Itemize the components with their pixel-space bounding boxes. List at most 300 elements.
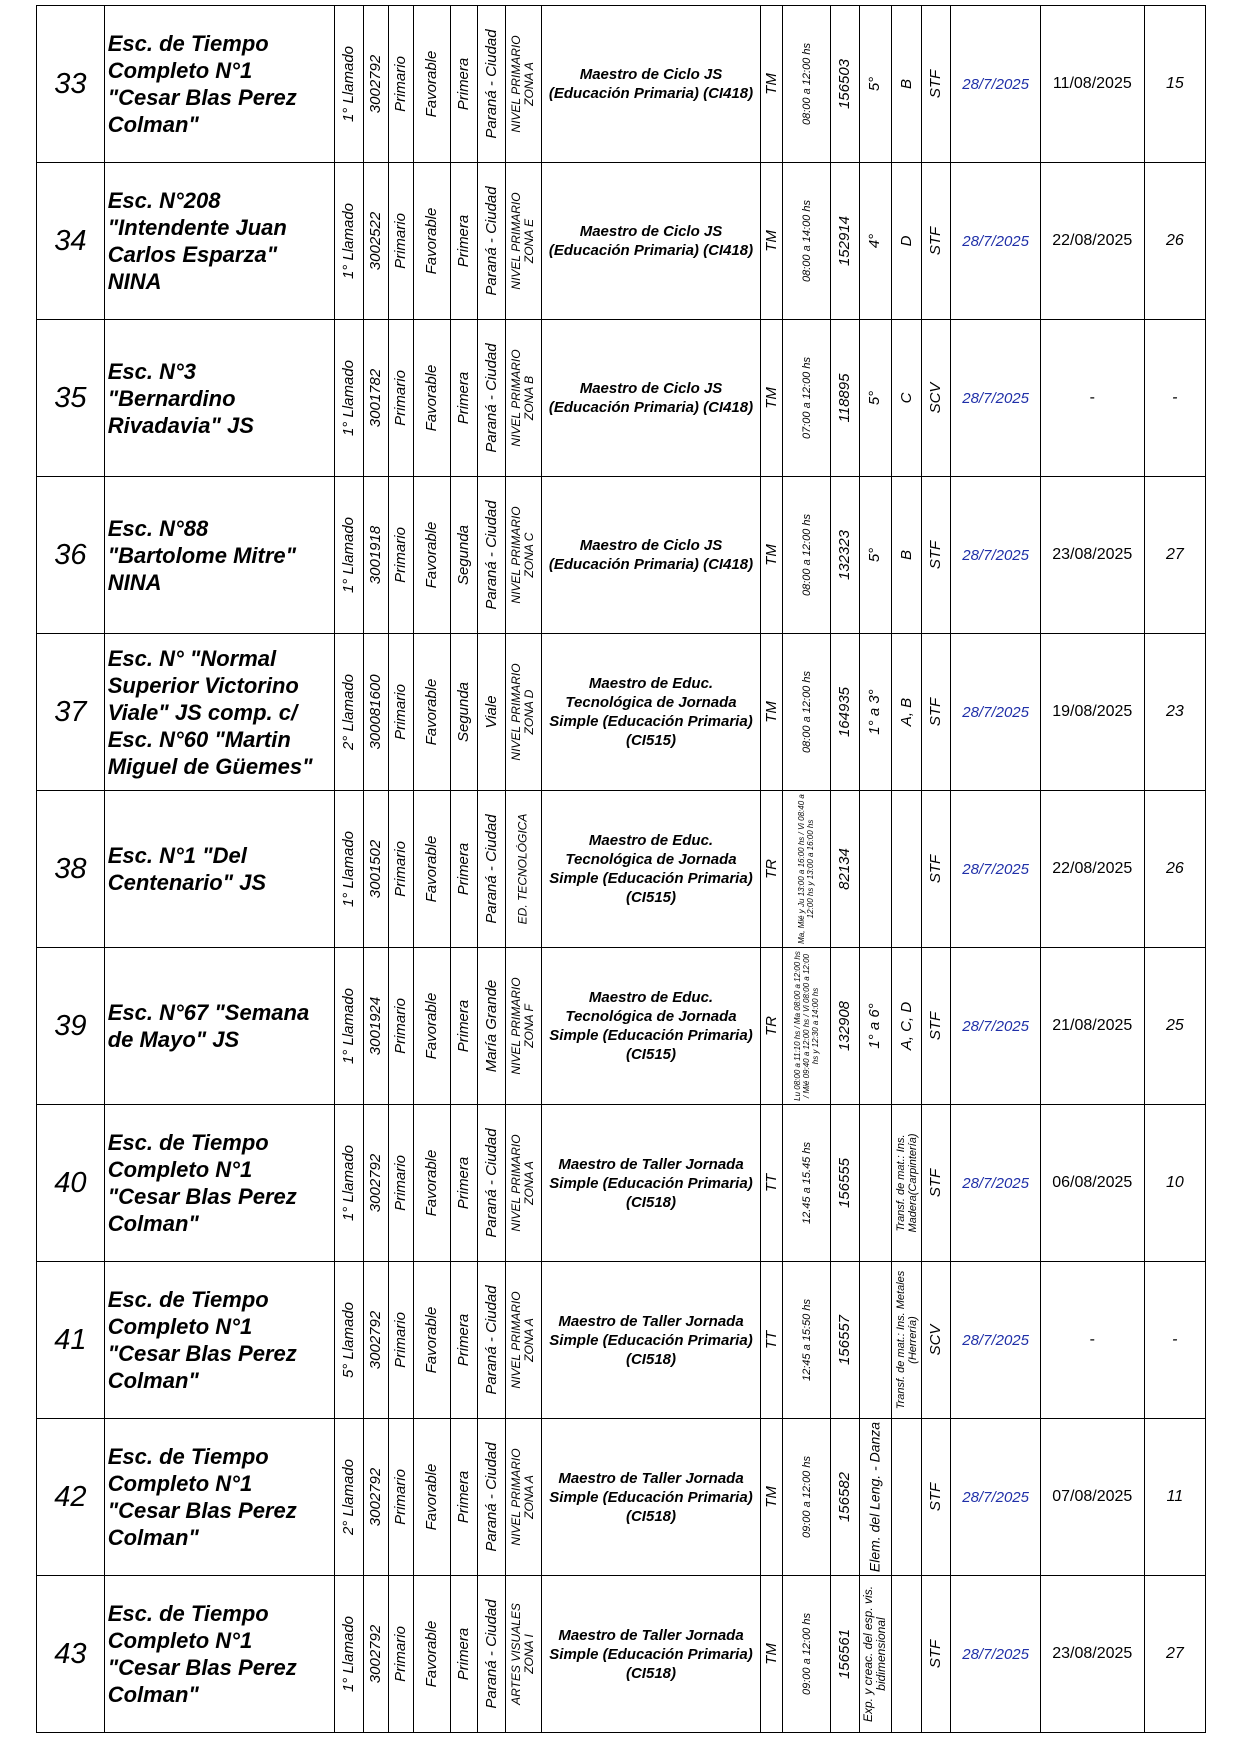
localidad-cell: [478, 1419, 505, 1576]
supervision: [510, 636, 536, 788]
cargo-id-cell: [831, 634, 859, 791]
grado: 5°: [866, 547, 884, 563]
localidad: Paraná - Ciudad: [482, 343, 500, 453]
seccion-cell: [892, 477, 921, 634]
turno-cell: [761, 948, 783, 1105]
situacion: STF: [926, 1482, 944, 1512]
seccion-cell: [892, 634, 921, 791]
grado: Exp. y creac. del esp. vis. bidimensional: [861, 1585, 889, 1723]
row-number: 40: [37, 1105, 105, 1262]
codigo: 3002522: [366, 211, 384, 271]
turno: TT: [762, 1330, 780, 1350]
table-row: [37, 791, 1206, 948]
cargo-id-cell: [831, 1105, 859, 1262]
localidad-cell: [478, 320, 505, 477]
seccion: D: [897, 235, 915, 247]
categoria-cell: [451, 1576, 478, 1733]
turno-cell: [761, 791, 783, 948]
supervision: [510, 322, 536, 474]
cargo: Maestro de Ciclo JS (Educación Primaria) (CI418): [541, 6, 761, 163]
fecha-desde: 28/7/2025: [951, 791, 1041, 948]
llamado-cell: [335, 1419, 363, 1576]
zona: Favorable: [422, 1463, 440, 1531]
school-name-line: Colman": [107, 1682, 199, 1707]
nivel: Primario: [391, 998, 409, 1054]
fecha-hasta: 07/08/2025: [1040, 1419, 1144, 1576]
grado-cell: [859, 320, 892, 477]
codigo: 3002792: [366, 1153, 384, 1213]
situacion-cell: [921, 320, 950, 477]
codigo-cell: [363, 320, 388, 477]
codigo: 3001918: [366, 525, 384, 585]
codigo-cell: [363, 477, 388, 634]
cargo: Maestro de Taller Jornada Simple (Educación Primaria) (CI518): [541, 1105, 761, 1262]
supervision-line: ZONA A: [522, 1475, 537, 1519]
grado-cell: [859, 1419, 892, 1576]
zona-cell: [413, 634, 450, 791]
school-name-line: Esc. de Tiempo: [107, 1287, 269, 1312]
horario: 08:00 a 12:00 hs: [800, 43, 813, 125]
localidad-cell: [478, 477, 505, 634]
school-name-line: Esc. N° "Normal: [107, 645, 277, 671]
seccion: C: [897, 392, 915, 404]
supervision-cell: [505, 163, 541, 320]
turno-cell: [761, 1105, 783, 1262]
nivel-cell: [388, 1576, 413, 1733]
grado-cell: [859, 1105, 892, 1262]
cargo-id: 156555: [835, 1157, 853, 1209]
categoria: Primera: [454, 1313, 472, 1367]
school-name: [104, 477, 335, 634]
cargo-id-cell: [831, 948, 859, 1105]
llamado-cell: [335, 6, 363, 163]
nivel: Primario: [391, 370, 409, 426]
cargo: Maestro de Ciclo JS (Educación Primaria) (CI418): [541, 477, 761, 634]
school-name-line: "Cesar Blas Perez: [107, 1655, 297, 1680]
situacion-cell: [921, 1105, 950, 1262]
seccion-cell: [892, 1576, 921, 1733]
localidad-cell: [478, 634, 505, 791]
zona-cell: [413, 477, 450, 634]
dias: 15: [1144, 6, 1205, 163]
situacion-cell: [921, 948, 950, 1105]
seccion-cell: [892, 320, 921, 477]
supervision-line: NIVEL PRIMARIO: [508, 35, 523, 133]
llamado: 1° Llamado: [339, 516, 357, 594]
horario-cell: [783, 1105, 831, 1262]
table-body: [37, 6, 1206, 1733]
dias: 27: [1144, 477, 1205, 634]
school-name-line: Miguel de Güemes": [107, 753, 313, 779]
categoria: Primera: [454, 214, 472, 268]
llamado-cell: [335, 948, 363, 1105]
table-row: [37, 1576, 1206, 1733]
turno-cell: [761, 320, 783, 477]
fecha-hasta: 23/08/2025: [1040, 477, 1144, 634]
supervision: [510, 950, 536, 1102]
localidad: Paraná - Ciudad: [482, 814, 500, 924]
nivel-cell: [388, 1105, 413, 1262]
cargo-id-cell: [831, 6, 859, 163]
grado-cell: [859, 1576, 892, 1733]
fecha-hasta: 21/08/2025: [1040, 948, 1144, 1105]
situacion: STF: [926, 226, 944, 256]
table-row: [37, 477, 1206, 634]
school-name: [104, 6, 335, 163]
supervision-line: NIVEL PRIMARIO: [508, 663, 523, 761]
cargo: Maestro de Taller Jornada Simple (Educación Primaria) (CI518): [541, 1262, 761, 1419]
situacion: STF: [926, 1011, 944, 1041]
fecha-hasta: 19/08/2025: [1040, 634, 1144, 791]
codigo: 3002792: [366, 1467, 384, 1527]
zona-cell: [413, 948, 450, 1105]
codigo-cell: [363, 948, 388, 1105]
school-name: [104, 1105, 335, 1262]
categoria: Segunda: [454, 681, 472, 743]
school-name-line: Colman": [107, 1525, 199, 1550]
localidad-cell: [478, 1262, 505, 1419]
dias: 26: [1144, 163, 1205, 320]
school-name: [104, 163, 335, 320]
grado-cell: [859, 6, 892, 163]
fecha-hasta: 23/08/2025: [1040, 1576, 1144, 1733]
supervision: [510, 479, 536, 631]
situacion: STF: [926, 69, 944, 99]
supervision-line: ZONA A: [522, 62, 537, 106]
turno-cell: [761, 163, 783, 320]
grado-cell: [859, 477, 892, 634]
zona: Favorable: [422, 1620, 440, 1688]
grado: 4°: [866, 233, 884, 249]
nivel-cell: [388, 1262, 413, 1419]
school-name-line: Esc. N°67 "Semana: [107, 1000, 310, 1025]
supervision-line: ZONA C: [522, 532, 537, 578]
codigo: 3002792: [366, 54, 384, 114]
nivel: Primario: [391, 213, 409, 269]
horario: Ma, Mié y Ju 13:00 a 16:00 hs / Vi 08:40 a 12:00 hs y 13:00 a 16:00 hs: [796, 794, 815, 944]
seccion: Transf. de mat.: Ins. Madera(Carpintería): [894, 1133, 919, 1233]
supervision-cell: [505, 1262, 541, 1419]
nivel-cell: [388, 1419, 413, 1576]
cargo: Maestro de Taller Jornada Simple (Educación Primaria) (CI518): [541, 1576, 761, 1733]
supervision-line: NIVEL PRIMARIO: [508, 506, 523, 604]
seccion: B: [897, 79, 915, 90]
school-name-line: Esc. N°3: [107, 358, 197, 384]
llamado-cell: [335, 320, 363, 477]
categoria-cell: [451, 1262, 478, 1419]
zona: Favorable: [422, 521, 440, 589]
supervision-line: ZONA A: [522, 1318, 537, 1362]
codigo-cell: [363, 1105, 388, 1262]
llamado-cell: [335, 163, 363, 320]
categoria-cell: [451, 791, 478, 948]
localidad: Paraná - Ciudad: [482, 1599, 500, 1709]
categoria-cell: [451, 1419, 478, 1576]
school-name-line: Completo N°1: [107, 1628, 253, 1653]
horario: Lu 08:00 a 11:10 hs / Ma 08:00 a 12:00 hs / Mié 09:40 a 12:00 hs / Vi 08:00 a 12:00 hs y 12:30 a 14:00 hs: [792, 951, 820, 1101]
dias: 23: [1144, 634, 1205, 791]
vacancies-table: [36, 5, 1206, 1733]
localidad: Viale: [482, 695, 500, 729]
localidad-cell: [478, 948, 505, 1105]
school-name-line: Esc. de Tiempo: [107, 31, 269, 56]
situacion-cell: [921, 6, 950, 163]
dias: 26: [1144, 791, 1205, 948]
school-name-line: "Intendente Juan: [107, 215, 287, 240]
situacion-cell: [921, 163, 950, 320]
fecha-desde: 28/7/2025: [951, 1576, 1041, 1733]
turno: TM: [762, 544, 780, 566]
dias: 10: [1144, 1105, 1205, 1262]
horario-cell: [783, 791, 831, 948]
seccion: B: [897, 550, 915, 561]
situacion-cell: [921, 477, 950, 634]
school-name: [104, 1576, 335, 1733]
codigo-cell: [363, 6, 388, 163]
school-name-line: Esc. N°1 "Del: [107, 843, 247, 868]
fecha-desde: 28/7/2025: [951, 1419, 1041, 1576]
cargo: Maestro de Educ. Tecnológica de Jornada Simple (Educación Primaria) (CI515): [541, 791, 761, 948]
dias: -: [1144, 1262, 1205, 1419]
codigo: 3001502: [366, 839, 384, 899]
nivel: Primario: [391, 527, 409, 583]
school-name-line: Viale" JS comp. c/: [107, 699, 298, 725]
nivel-cell: [388, 320, 413, 477]
supervision-cell: [505, 1105, 541, 1262]
table-row: [37, 1105, 1206, 1262]
localidad: Paraná - Ciudad: [482, 29, 500, 139]
turno-cell: [761, 634, 783, 791]
horario: 08:00 a 14:00 hs: [800, 200, 813, 282]
supervision-cell: [505, 634, 541, 791]
school-name-line: Esc. N°208: [107, 188, 221, 213]
school-name-line: Completo N°1: [107, 1471, 253, 1496]
supervision-line: ZONA B: [522, 375, 537, 421]
school-name: [104, 634, 335, 791]
nivel: Primario: [391, 1155, 409, 1211]
horario-cell: [783, 1576, 831, 1733]
categoria: Primera: [454, 57, 472, 111]
localidad: Paraná - Ciudad: [482, 186, 500, 296]
nivel: Primario: [391, 684, 409, 740]
school-name-line: Superior Victorino: [107, 672, 299, 698]
supervision-line: ZONA D: [522, 689, 537, 735]
supervision: [510, 1421, 536, 1573]
row-number: 43: [37, 1576, 105, 1733]
table-row: [37, 163, 1206, 320]
supervision-line: NIVEL PRIMARIO: [508, 192, 523, 290]
supervision-line: ZONA I: [522, 1634, 537, 1674]
localidad: Paraná - Ciudad: [482, 500, 500, 610]
horario: 09:00 a 12:00 hs: [800, 1613, 813, 1695]
school-name: [104, 1419, 335, 1576]
nivel: Primario: [391, 841, 409, 897]
cargo: Maestro de Educ. Tecnológica de Jornada Simple (Educación Primaria) (CI515): [541, 634, 761, 791]
cargo-id-cell: [831, 477, 859, 634]
school-name-line: Esc. de Tiempo: [107, 1130, 269, 1155]
row-number: 37: [37, 634, 105, 791]
situacion-cell: [921, 1262, 950, 1419]
dias: 25: [1144, 948, 1205, 1105]
localidad: María Grande: [482, 979, 500, 1073]
categoria-cell: [451, 163, 478, 320]
codigo: 3001924: [366, 996, 384, 1056]
cargo-id: 82134: [835, 848, 853, 890]
cargo-id: 156561: [835, 1628, 853, 1680]
fecha-desde: 28/7/2025: [951, 477, 1041, 634]
zona-cell: [413, 6, 450, 163]
turno-cell: [761, 6, 783, 163]
school-name-line: "Cesar Blas Perez: [107, 85, 297, 110]
categoria-cell: [451, 477, 478, 634]
turno: TT: [762, 1173, 780, 1193]
seccion: A, C, D: [897, 1001, 915, 1051]
grado: Elem. del Leng. - Danza: [866, 1421, 883, 1573]
turno: TR: [762, 1016, 780, 1036]
table-row: [37, 948, 1206, 1105]
situacion: STF: [926, 1639, 944, 1669]
nivel: Primario: [391, 56, 409, 112]
school-name-line: "Cesar Blas Perez: [107, 1341, 297, 1366]
zona-cell: [413, 320, 450, 477]
situacion-cell: [921, 1576, 950, 1733]
supervision-cell: [505, 791, 541, 948]
cargo-id: 152914: [835, 215, 853, 267]
seccion-cell: [892, 791, 921, 948]
supervision-line: ZONA F: [522, 1004, 537, 1048]
seccion: A, B: [897, 697, 915, 727]
zona: Favorable: [422, 992, 440, 1060]
school-name-line: Esc. de Tiempo: [107, 1444, 269, 1469]
grado: 1° a 6°: [866, 1003, 884, 1049]
zona-cell: [413, 791, 450, 948]
codigo: 3002792: [366, 1310, 384, 1370]
turno: TM: [762, 230, 780, 252]
fecha-hasta: 11/08/2025: [1040, 6, 1144, 163]
fecha-hasta: -: [1040, 1262, 1144, 1419]
nivel-cell: [388, 634, 413, 791]
supervision: [510, 165, 536, 317]
school-name: [104, 948, 335, 1105]
table-row: [37, 6, 1206, 163]
school-name-line: Esc. de Tiempo: [107, 1601, 269, 1626]
seccion-cell: [892, 6, 921, 163]
seccion-cell: [892, 1105, 921, 1262]
llamado-cell: [335, 1262, 363, 1419]
llamado-cell: [335, 1576, 363, 1733]
codigo: 3001782: [366, 368, 384, 428]
situacion: SCV: [926, 382, 944, 414]
horario-cell: [783, 477, 831, 634]
supervision-cell: [505, 320, 541, 477]
codigo-cell: [363, 1262, 388, 1419]
supervision-line: NIVEL PRIMARIO: [508, 977, 523, 1075]
nivel: Primario: [391, 1312, 409, 1368]
categoria: Primera: [454, 842, 472, 896]
llamado-cell: [335, 1105, 363, 1262]
row-number: 41: [37, 1262, 105, 1419]
cargo: Maestro de Educ. Tecnológica de Jornada Simple (Educación Primaria) (CI515): [541, 948, 761, 1105]
supervision-cell: [505, 477, 541, 634]
school-name: [104, 320, 335, 477]
row-number: 34: [37, 163, 105, 320]
codigo-cell: [363, 791, 388, 948]
school-name: [104, 791, 335, 948]
llamado: 1° Llamado: [339, 202, 357, 280]
turno: TM: [762, 73, 780, 95]
localidad: Paraná - Ciudad: [482, 1442, 500, 1552]
categoria: Primera: [454, 999, 472, 1053]
turno: TM: [762, 701, 780, 723]
zona-cell: [413, 163, 450, 320]
supervision-line: NIVEL PRIMARIO: [508, 349, 523, 447]
school-name-line: "Bartolome Mitre": [107, 542, 297, 568]
categoria: Primera: [454, 371, 472, 425]
supervision-cell: [505, 6, 541, 163]
zona: Favorable: [422, 1306, 440, 1374]
grado-cell: [859, 791, 892, 948]
fecha-hasta: 22/08/2025: [1040, 163, 1144, 320]
supervision-cell: [505, 1419, 541, 1576]
fecha-desde: 28/7/2025: [951, 6, 1041, 163]
school-name-line: Esc. N°60 "Martin: [107, 726, 291, 752]
school-name-line: Completo N°1: [107, 1157, 253, 1182]
school-name-line: Colman": [107, 1368, 199, 1393]
llamado-cell: [335, 634, 363, 791]
row-number: 33: [37, 6, 105, 163]
situacion-cell: [921, 1419, 950, 1576]
localidad-cell: [478, 6, 505, 163]
cargo-id-cell: [831, 791, 859, 948]
situacion: STF: [926, 1168, 944, 1198]
row-number: 42: [37, 1419, 105, 1576]
horario: 12.45 a 15.45 hs: [800, 1142, 813, 1224]
school-name-line: "Cesar Blas Perez: [107, 1498, 297, 1523]
turno-cell: [761, 1576, 783, 1733]
llamado-cell: [335, 791, 363, 948]
school-name-line: "Cesar Blas Perez: [107, 1184, 297, 1209]
turno: TM: [762, 387, 780, 409]
seccion-cell: [892, 1262, 921, 1419]
cargo: Maestro de Taller Jornada Simple (Educación Primaria) (CI518): [541, 1419, 761, 1576]
turno-cell: [761, 1262, 783, 1419]
fecha-desde: 28/7/2025: [951, 1262, 1041, 1419]
turno: TR: [762, 859, 780, 879]
dias: 27: [1144, 1576, 1205, 1733]
cargo-id: 156557: [835, 1314, 853, 1366]
seccion-cell: [892, 1419, 921, 1576]
categoria-cell: [451, 634, 478, 791]
situacion: STF: [926, 540, 944, 570]
zona-cell: [413, 1262, 450, 1419]
supervision-cell: [505, 948, 541, 1105]
codigo-cell: [363, 1419, 388, 1576]
zona-cell: [413, 1419, 450, 1576]
situacion: STF: [926, 697, 944, 727]
grado: 5°: [866, 390, 884, 406]
table-row: [37, 1419, 1206, 1576]
horario-cell: [783, 163, 831, 320]
localidad-cell: [478, 791, 505, 948]
codigo: 300081600: [366, 674, 384, 750]
llamado: 1° Llamado: [339, 987, 357, 1065]
cargo-id: 118895: [835, 373, 853, 423]
categoria-cell: [451, 6, 478, 163]
school-name-line: Carlos Esparza": [107, 242, 278, 267]
turno-cell: [761, 1419, 783, 1576]
situacion: SCV: [926, 1324, 944, 1356]
supervision-cell: [505, 1576, 541, 1733]
